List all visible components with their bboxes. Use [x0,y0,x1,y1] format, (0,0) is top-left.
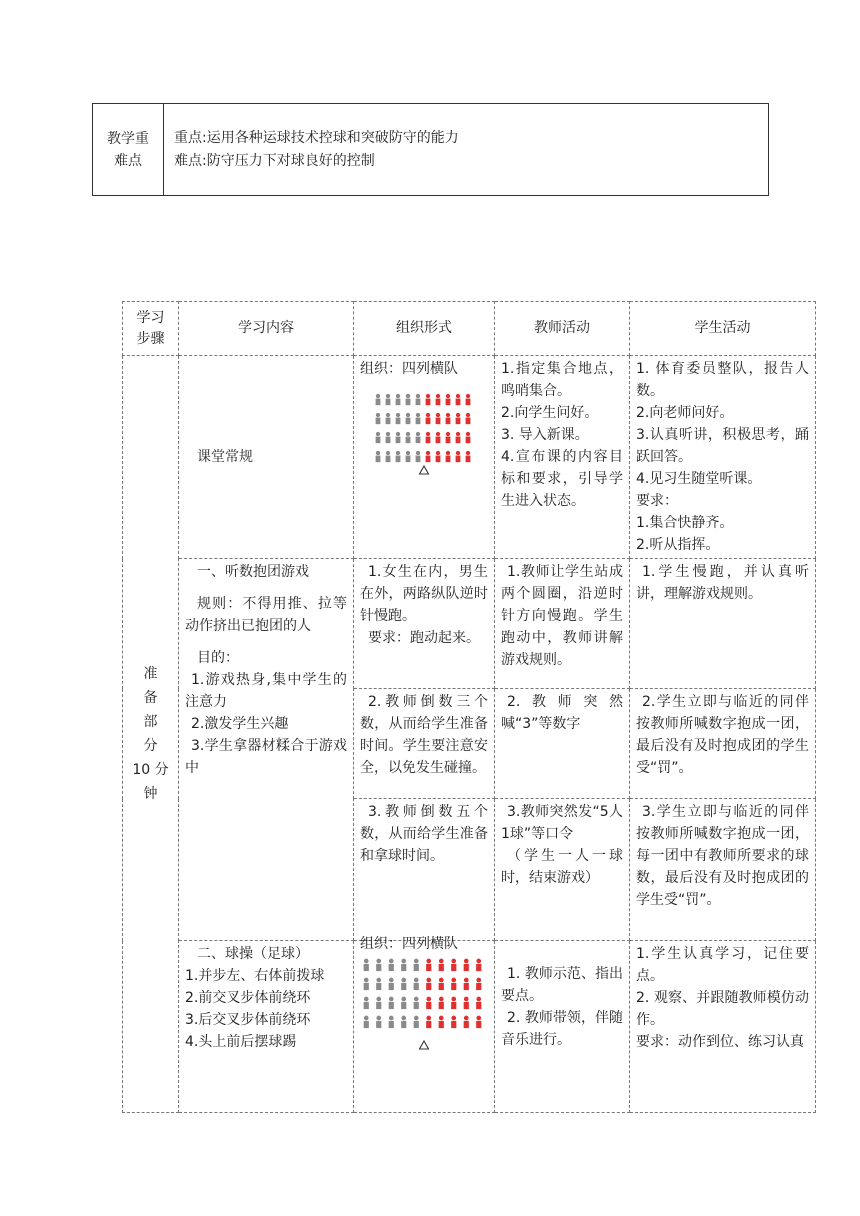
ball-content-line: 3.后交叉步体前绕环 [185,1012,311,1028]
game-org-cell-2 [354,689,495,799]
section-label-line: 部 [143,714,158,730]
game-content-spacer [185,583,347,593]
male-student-icon [386,413,391,424]
female-student-icon [451,997,456,1009]
four-row-formation-diagram [372,392,476,478]
game-content-line: 2.激发学生兴趣 [191,716,289,732]
female-student-icon [436,394,441,405]
student-line: 要求： [636,493,678,509]
male-student-icon [396,451,401,462]
key-difficulty-content [164,104,769,196]
ball-content-line: 1.并步左、右体前拨球 [185,968,325,984]
header-organization: 组织形式 [354,302,495,356]
routine-teacher-cell [495,356,630,559]
game-org-text-1 [354,559,494,651]
female-student-icon [426,978,431,990]
female-student-icon [451,959,456,971]
key-point-text: 重点:运用各种运球技术控球和突破防守的能力 [174,129,459,146]
teacher-line: 3.教师突然发“5人1球”等口令 [501,804,623,842]
male-student-icon [414,1016,419,1028]
student-line: 要求：动作到位、练习认真 [636,1034,804,1050]
game-teacher-cell-1 [495,559,630,689]
teacher-line: 2. 教师带领，伴随音乐进行。 [501,1009,623,1048]
male-student-icon [389,978,394,990]
student-line: 4.见习生随堂听课。 [636,471,762,487]
ball-drill-row [123,941,816,1113]
male-student-icon [376,978,381,990]
game-student-cell-1 [630,559,816,689]
ball-student-cell [630,941,816,1113]
male-student-icon [389,997,394,1009]
routine-org-cell [354,356,495,559]
org-line: 1.女生在内，男生在外，两路纵队逆时针慢跑。 [360,564,488,624]
game-content-cell [179,559,354,941]
student-line: 2. 观察、并跟随教师模仿动作。 [636,990,809,1028]
male-student-icon [389,959,394,971]
game-org-cell-1 [354,559,495,689]
game-student-text-3: 3.学生立即与临近的同伴按教师所喊数字抱成一团，每一团中有教师所要求的球数，最后没有及时抱成团的学生受“罚”。 [636,804,809,908]
key-difficulty-table [92,103,769,196]
routine-student-cell [630,356,816,559]
teacher-position-icon [420,466,429,474]
ball-org-cell [354,936,495,1113]
student-line: 2.向老师问好。 [636,405,734,421]
male-student-icon [414,978,419,990]
game-teacher-cell-2 [495,689,630,799]
routine-org-title: 组织：四列横队 [360,361,458,377]
student-line: 2.听从指挥。 [636,537,720,553]
female-student-icon [439,997,444,1009]
student-line: 1. 体育委员整队，报告人数。 [636,361,809,399]
routine-row [123,356,816,559]
section-label-line: 准 [143,666,158,682]
routine-content: 课堂常规 [197,449,253,465]
female-student-icon [476,978,481,990]
ball-content-cell [179,941,354,1113]
female-student-icon [439,1016,444,1028]
game-content-line: 目的： [197,650,239,666]
male-student-icon [416,432,421,443]
female-student-icon [426,1016,431,1028]
female-student-icon [426,413,431,424]
game-teacher-text-1: 1.教师让学生站成两个圆圈，沿逆时针方向慢跑。学生跑动中，教师讲解游戏规则。 [501,564,623,668]
header-content: 学习内容 [179,302,354,356]
male-student-icon [414,959,419,971]
male-student-icon [376,451,381,462]
male-student-icon [386,432,391,443]
game-content-line: 一、听数抱团游戏 [197,564,309,580]
male-student-icon [376,997,381,1009]
male-student-icon [416,451,421,462]
female-student-icon [426,394,431,405]
female-student-icon [436,451,441,462]
female-student-icon [436,413,441,424]
game-student-text-2: 2.学生立即与临近的同伴按教师所喊数字抱成一团，最后没有及时抱成团的学生受“罚”。 [636,694,809,776]
game-student-cell-2 [630,689,816,799]
teacher-line: 1.指定集合地点，鸣哨集合。 [501,361,623,399]
game-student-cell-3 [630,799,816,941]
game-teacher-text-3 [495,799,629,891]
female-student-icon [464,997,469,1009]
ball-teacher-cell [495,941,630,1113]
female-student-icon [451,978,456,990]
section-label-line: 分 [143,738,158,754]
key-difficulty-label [93,104,164,196]
female-student-icon [466,432,471,443]
teacher-line: （学生一人一球时，结束游戏） [501,848,623,886]
header-step-line-1: 学习 [136,309,165,326]
male-student-icon [406,451,411,462]
ball-content-text [179,941,353,1055]
female-student-icon [426,451,431,462]
org-line: 要求：跑动起来。 [368,630,480,646]
female-student-icon [456,413,461,424]
game-org-text-2: 2.教师倒数三个数，从而给学生准备时间。学生要注意安全，以免发生碰撞。 [360,694,488,776]
male-student-icon [376,959,381,971]
four-row-formation-diagram [359,957,489,1053]
male-student-icon [401,1016,406,1028]
student-line: 1.集合快静齐。 [636,515,734,531]
male-student-icon [406,394,411,405]
male-student-icon [376,413,381,424]
header-student: 学生活动 [630,302,816,356]
male-student-icon [386,394,391,405]
male-student-icon [414,997,419,1009]
ball-content-line: 2.前交叉步体前绕环 [185,990,311,1006]
routine-teacher-text [495,356,629,514]
female-student-icon [476,997,481,1009]
female-student-icon [446,394,451,405]
female-student-icon [439,978,444,990]
male-student-icon [401,978,406,990]
ball-content-line: 4.头上前后摆球踢 [185,1034,297,1050]
male-student-icon [406,432,411,443]
lesson-plan-table [122,301,816,1113]
section-label-line: 备 [143,690,158,706]
male-student-icon [386,451,391,462]
teacher-line: 2.向学生问好。 [501,405,599,421]
female-student-icon [436,432,441,443]
female-student-icon [476,959,481,971]
female-student-icon [446,432,451,443]
header-step-line-2: 步骤 [136,330,165,347]
male-student-icon [376,432,381,443]
section-label-cell [123,356,179,1113]
male-student-icon [396,394,401,405]
ball-teacher-text [495,961,629,1053]
game-org-cell-3 [354,799,495,941]
routine-student-text [630,356,815,558]
section-label-line: 钟 [143,786,158,802]
teacher-line: 3. 导入新课。 [501,427,589,443]
male-student-icon [396,413,401,424]
game-content-line: 规则：不得用推、拉等动作挤出已抱团的人 [185,596,347,634]
male-student-icon [376,394,381,405]
female-student-icon [446,413,451,424]
game-student-text-1: 1.学生慢跑，并认真听讲，理解游戏规则。 [636,564,809,602]
male-student-icon [364,1016,369,1028]
male-student-icon [389,1016,394,1028]
female-student-icon [466,394,471,405]
game-org-text-3: 3.教师倒数五个数，从而给学生准备和拿球时间。 [360,804,488,864]
game-content-line: 1.游戏热身,集中学生的注意力 [185,672,347,710]
student-line: 1.学生认真学习，记住要点。 [636,946,809,984]
male-student-icon [416,413,421,424]
label-line-1: 教学重 [107,130,149,147]
male-student-icon [406,413,411,424]
difficulty-text: 难点:防守压力下对球良好的控制 [174,152,375,169]
student-line: 3.认真听讲，积极思考，踊跃回答。 [636,427,809,465]
game-teacher-cell-3 [495,799,630,941]
female-student-icon [466,451,471,462]
ball-org-title: 组织：四列横队 [360,936,458,951]
female-student-icon [476,1016,481,1028]
teacher-line: 1. 教师示范、指出要点。 [501,965,623,1004]
game-content-spacer [185,637,347,647]
male-student-icon [376,1016,381,1028]
female-student-icon [464,978,469,990]
header-step [123,302,179,356]
female-student-icon [451,1016,456,1028]
routine-content-cell [179,356,354,559]
ball-content-line: 二、球操（足球） [197,946,309,962]
ball-student-text [630,941,815,1055]
male-student-icon [401,959,406,971]
female-student-icon [456,451,461,462]
female-student-icon [439,959,444,971]
section-label-line: 10 分 [132,762,169,778]
game-row-1 [123,559,816,689]
male-student-icon [401,997,406,1009]
female-student-icon [464,959,469,971]
female-student-icon [456,394,461,405]
female-student-icon [456,432,461,443]
male-student-icon [396,432,401,443]
teacher-line: 4.宣布课的内容目标和要求，引导学生进入状态。 [501,449,623,509]
game-content-line: 3.学生拿器材糅合于游戏中 [185,738,347,776]
female-student-icon [466,413,471,424]
female-student-icon [446,451,451,462]
header-teacher: 教师活动 [495,302,630,356]
female-student-icon [426,997,431,1009]
male-student-icon [364,978,369,990]
teacher-position-icon [420,1041,429,1049]
female-student-icon [426,432,431,443]
game-teacher-text-2: 2.教师突然喊“3”等数字 [501,694,623,732]
male-student-icon [364,997,369,1009]
female-student-icon [426,959,431,971]
header-row [123,302,816,356]
game-content-text [179,559,353,781]
female-student-icon [464,1016,469,1028]
male-student-icon [416,394,421,405]
male-student-icon [364,959,369,971]
label-line-2: 难点 [114,152,142,169]
